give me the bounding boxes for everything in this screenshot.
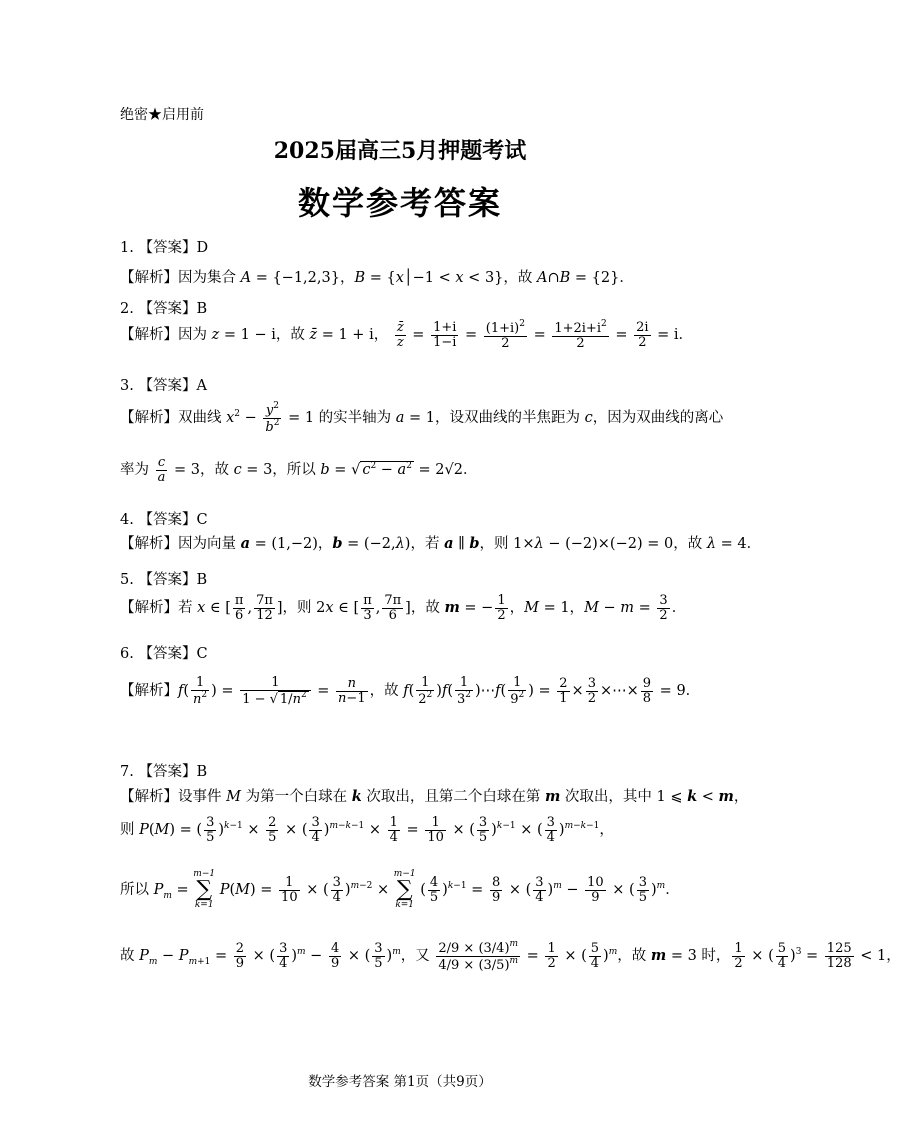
page-footer: 数学参考答案 第1页（共9页） <box>308 1074 492 1090</box>
q7-analysis-line1: 【解析】设事件 M 为第一个白球在 k 次取出，且第二个白球在第 m 次取出，其中 1 ⩽ k < m， <box>120 788 749 805</box>
q5-analysis: 【解析】若 x ∈ [ $\frac{\pi}{6}$ , $\frac{7\pi}{12}$ ]，则 2x ∈ [ $\frac{\pi}{3}$ , $\frac{7\pi}{6}$ ]，故 m = − $\frac{1}{2}$ ，M = 1，M − m = $\frac{3}{2}$ ． <box>120 593 687 623</box>
q2-answer: 2. 【答案】B <box>120 301 208 317</box>
q7-analysis-line2: 则 P(M) = ( $\frac{3}{5}$ )$^{k-1}$ × $\frac{2}{5}$ × ( $\frac{3}{4}$ )$^{m-k-1}$ × $\frac{1}{4}$ = $\frac{1}{10}$ × ( $\frac{3}{5}$ )$^{k-1}$ × ( $\frac{3}{4}$ )$^{m-k-1}$， <box>120 815 614 845</box>
q4-answer: 4. 【答案】C <box>120 512 208 528</box>
q7-analysis-line4: 故 $P_m - P_{m+1}$ = $\frac{2}{9}$ × ( $\frac{3}{4}$ )$^m$ − $\frac{4}{9}$ × ( $\frac{3}{5}$ )$^m$，又 $\frac{2/9 \times (3/4)^m}{4/9 \times (3/5)^m}$ = $\frac{1}{2}$ × ( $\frac{5}{4}$ )$^m$，故 m = 3 时， $\frac{1}{2}$ × ( $\frac{5}{4}$ )$^3$ = $\frac{125}{128}$ < 1， <box>120 939 901 973</box>
confidential-mark: 绝密★启用前 <box>120 107 204 123</box>
document-subtitle: 数学参考答案 <box>297 184 502 222</box>
q3-analysis-line1: 【解析】双曲线 $x^2$ − $\frac{y^2}{b^2}$ = 1 的实半轴为 a = 1，设双曲线的半焦距为 c，因为双曲线的离心 <box>120 401 724 435</box>
q7-answer: 7. 【答案】B <box>120 764 208 780</box>
q1-analysis: 【解析】因为集合 A = {−1,2,3}，B = {x│−1 < x < 3}，故 A∩B = {2}． <box>120 270 634 286</box>
q3-analysis-line2: 率为 $\frac{c}{a}$ = 3，故 c = 3，所以 b = √ $c^2 - a^2 = 2√2$． <box>120 455 478 485</box>
q4-analysis: 【解析】因为向量 a = (1,−2)，b = (−2,λ)，若 a ∥ b，则 1×λ − (−2)×(−2) = 0，故 λ = 4． <box>120 535 762 552</box>
exam-title: 2025届高三5月押题考试 <box>273 138 527 164</box>
q1-answer: 1. 【答案】D <box>120 240 209 256</box>
q7-analysis-line3: 所以 $P_m$ = m−1 ∑ k=1 P(M) = $\frac{1}{10}$ × ( $\frac{3}{4}$ )$^{m-2}$ × m−1 ∑ k=1 ( $\frac{4}{5}$ )$^{k-1}$ = $\frac{8}{9}$ × ( $\frac{3}{4}$ )$^m$ − $\frac{10}{9}$ × ( $\frac{3}{5}$ )$^m$． <box>120 869 680 910</box>
q3-answer: 3. 【答案】A <box>120 378 207 394</box>
q2-analysis: 【解析】因为 z = 1 − i，故 z̄ = 1 + i， $\frac{z̄}{z}$ = $\frac{1+i}{1-i}$ = $\frac{(1+i)^2}{2}$ = $\frac{1+2i+i^2}{2}$ = $\frac{2i}{2}$ = i． <box>120 319 694 351</box>
q5-answer: 5. 【答案】B <box>120 572 208 588</box>
q6-answer: 6. 【答案】C <box>120 646 208 662</box>
q6-analysis: 【解析】f( $\frac{1}{n^2}$ ) = $\frac{1}{1 - √ 1/n^2}$ = $\frac{n}{n-1}$ ，故 f( $\frac{1}{2^2}$ )f( $\frac{1}{3^2}$ )⋯f( $\frac{1}{9^2}$ ) = $\frac{2}{1}$ × $\frac{3}{2}$ ×⋯× $\frac{9}{8}$ = 9． <box>120 675 701 707</box>
